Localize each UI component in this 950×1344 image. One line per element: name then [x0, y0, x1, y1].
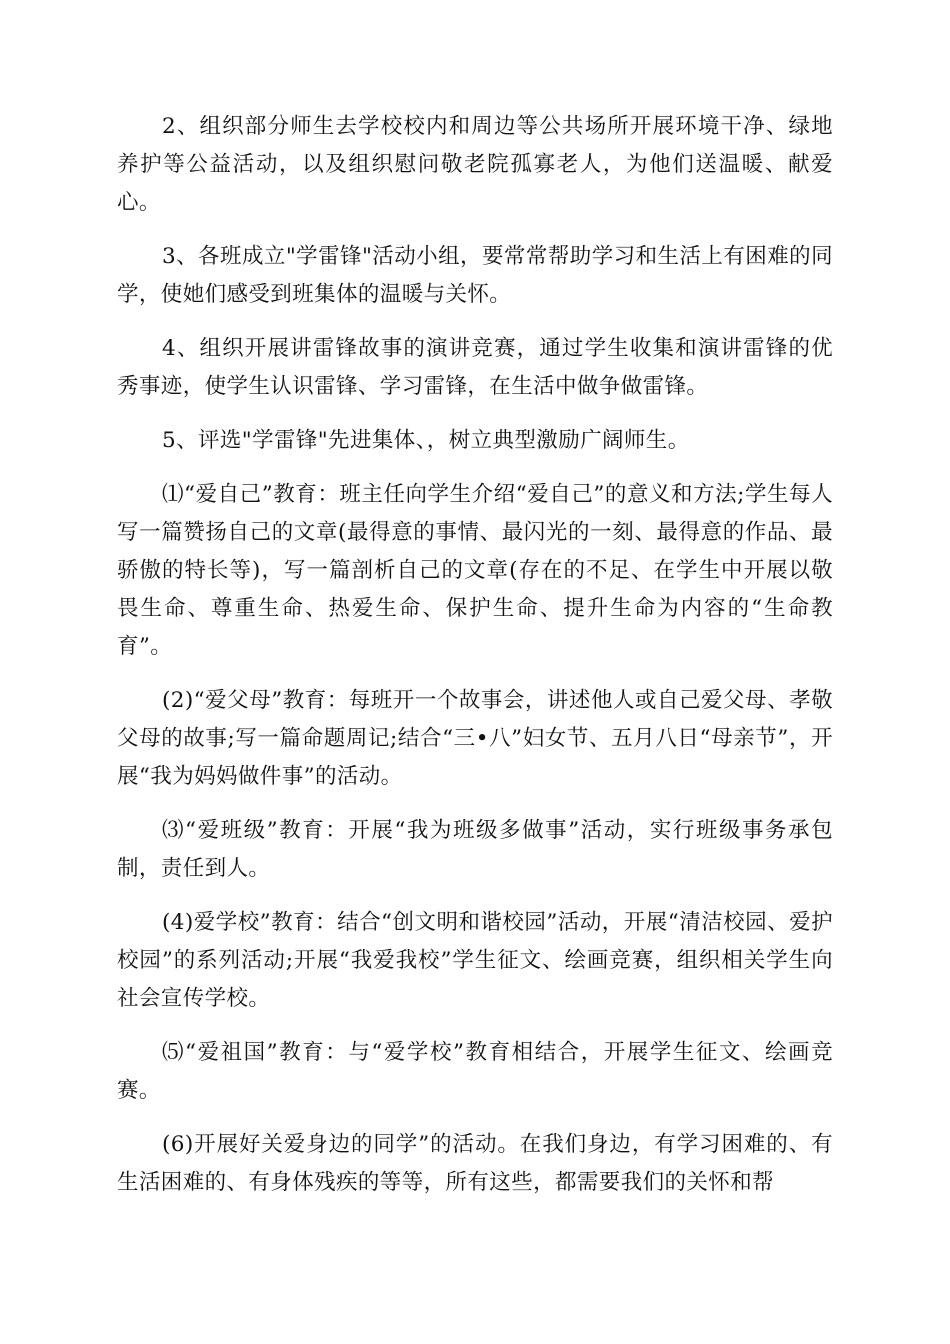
- paragraph-care-classmates: (6)开展好关爱身边的同学”的活动。在我们身边，有学习困难的、有生活困难的、有身体残疾的等等，所有这些，都需要我们的关怀和帮: [117, 1132, 833, 1195]
- paragraph-love-parents: (2)“爱父母”教育：每班开一个故事会，讲述他人或自己爱父母、孝敬父母的故事;写一篇命题周记;结合“三•八”妇女节、五月八日“母亲节”，开展“我为妈妈做件事”的活动。: [117, 688, 833, 789]
- paragraph-love-school: (4)爱学校”教育：结合“创文明和谐校园”活动，开展“清洁校园、爱护校园”的系列活动;开展“我爱我校”学生征文、绘画竞赛，组织相关学生向社会宣传学校。: [117, 910, 833, 1011]
- document-body: [117, 108, 833, 1202]
- paragraph-love-self: ⑴“爱自己”教育：班主任向学生介绍“爱自己”的意义和方法;学生每人写一篇赞扬自己的文章(最得意的事情、最闪光的一刻、最得意的作品、最骄傲的特长等)，写一篇剖析自己的文章(存在的不足、在学生中开展以敬畏生命、尊重生命、热爱生命、保护生命、提升生命为内容的“生命教育”。: [117, 482, 833, 659]
- paragraph-item-2: 2、组织部分师生去学校校内和周边等公共场所开展环境干净、绿地养护等公益活动，以及组织慰问敬老院孤寡老人，为他们送温暖、献爱心。: [117, 114, 833, 215]
- paragraph-love-country: ⑸“爱祖国”教育：与“爱学校”教育相结合，开展学生征文、绘画竞赛。: [117, 1040, 833, 1103]
- paragraph-item-4: 4、组织开展讲雷锋故事的演讲竞赛，通过学生收集和演讲雷锋的优秀事迹，使学生认识雷锋、学习雷锋，在生活中做争做雷锋。: [117, 336, 833, 399]
- paragraph-item-5: 5、评选"学雷锋"先进集体、，树立典型激励广阔师生。: [162, 428, 690, 453]
- paragraph-item-3: 3、各班成立"学雷锋"活动小组，要常常帮助学习和生活上有困难的同学，使她们感受到班集体的温暖与关怀。: [117, 244, 833, 307]
- paragraph-love-class: ⑶“爱班级”教育：开展“我为班级多做事”活动，实行班级事务承包制，责任到人。: [117, 818, 833, 881]
